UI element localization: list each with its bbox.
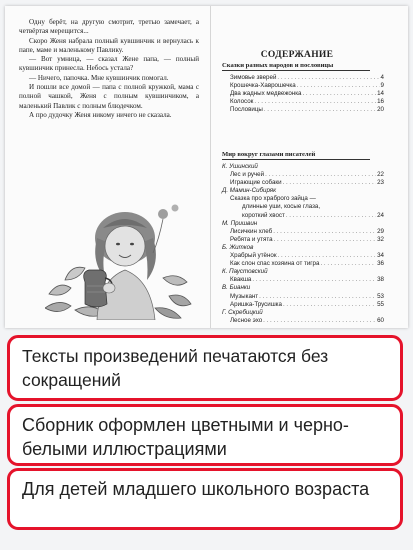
- book-spread: [5, 6, 408, 328]
- girl-with-jug-illustration: [45, 198, 195, 320]
- toc-dot-leader: [283, 301, 376, 309]
- toc-page-number: 53: [377, 292, 384, 300]
- callout-illustrations: [7, 404, 403, 466]
- toc-page-number: 29: [377, 227, 384, 235]
- toc-entry: [222, 301, 384, 309]
- toc-author: [222, 187, 384, 195]
- toc-page-number: 34: [377, 252, 384, 260]
- toc-entry: [222, 171, 384, 179]
- toc-page-number: 60: [377, 316, 384, 324]
- toc-page-number: 20: [377, 106, 384, 114]
- toc-entry-title: Г. Скребицкий: [222, 308, 263, 316]
- book-spine: [210, 6, 211, 328]
- toc-entry-title: Аришка-Трусишка: [230, 300, 282, 308]
- toc-entry: [222, 106, 384, 114]
- toc-entry-title: В. Бианки: [222, 284, 251, 292]
- toc-entry: [222, 74, 384, 82]
- toc-dot-leader: [259, 293, 376, 301]
- toc-entry-title: Ребята и утята: [230, 235, 273, 243]
- left-page-text: [19, 18, 199, 120]
- toc-entry: [222, 236, 384, 244]
- toc-entry-title: М. Пришвин: [222, 219, 258, 227]
- toc-entry: [222, 203, 384, 211]
- toc-entry-title: длинные уши, косые глаза,: [242, 203, 321, 211]
- toc-divider: [222, 159, 370, 160]
- toc-author: [222, 220, 384, 228]
- toc-entry-title: Сказка про храброго зайца —: [230, 195, 316, 203]
- toc-entry-title: Играющие собаки: [230, 179, 282, 187]
- toc-entry: [222, 212, 384, 220]
- toc-page-number: 23: [377, 179, 384, 187]
- toc-page-number: 14: [377, 90, 384, 98]
- toc-entry-title: Зимовье зверей: [230, 74, 277, 81]
- callout-text: Для детей младшего школьного возраста: [22, 479, 370, 499]
- toc-entry-title: Б. Житков: [222, 243, 254, 251]
- toc-dot-leader: [277, 74, 379, 82]
- toc-entry: [222, 195, 384, 203]
- toc-entry: [222, 276, 384, 284]
- toc-entry-title: Пословицы: [230, 106, 263, 114]
- paragraph: И пошли все домой — папа с полной кружкой, мама с полной чашкой, Женя с полным кувшинчиком, а маленький Павлик с полным блюдечком.: [19, 83, 199, 110]
- toc-page-number: 55: [377, 300, 384, 308]
- toc-entry-title: Храбрый утёнок: [230, 252, 277, 260]
- toc-entries-section1: [222, 74, 384, 114]
- toc-page-number: 16: [377, 98, 384, 106]
- toc-entry: [222, 252, 384, 260]
- toc-page-number: 38: [377, 276, 384, 284]
- toc-dot-leader: [254, 98, 376, 106]
- toc-page-number: 9: [380, 82, 384, 90]
- toc-entry-title: Как слон спас хозяина от тигра: [230, 260, 320, 268]
- toc-author: [222, 284, 384, 292]
- toc-dot-leader: [274, 236, 377, 244]
- toc-dot-leader: [302, 90, 376, 98]
- toc-section-title: Мир вокруг глазами писателей: [222, 151, 316, 158]
- paragraph: А про дудочку Женя никому ничего не сказала.: [29, 110, 172, 119]
- toc-dot-leader: [252, 276, 376, 284]
- toc-entry: [222, 293, 384, 301]
- toc-entry-title: Квакша: [230, 276, 252, 284]
- toc-entry-title: Два жадных медвежонка: [230, 90, 302, 98]
- toc-dot-leader: [264, 106, 376, 114]
- toc-dot-leader: [263, 317, 376, 325]
- paragraph: — Вот умница, — сказал Жене папа, — полный кувшинчик принесла. Небось устала?: [19, 55, 199, 73]
- callout-no-abridgement: [7, 335, 403, 401]
- callout-text: Тексты произведений печатаются без сокращений: [22, 346, 329, 390]
- toc-dot-leader: [278, 252, 377, 260]
- paragraph: Скоро Женя набрала полный кувшинчик и вернулась к папе, маме и маленькому Павлику.: [19, 36, 199, 54]
- paragraph: Одну берёт, на другую смотрит, третью замечает, а четвёртая мерещится...: [19, 18, 199, 36]
- toc-dot-leader: [297, 82, 380, 90]
- toc-entries-section2: [222, 163, 384, 325]
- toc-entry: [222, 317, 384, 325]
- toc-entry-title: Лес и ручей: [230, 171, 265, 179]
- toc-entry: [222, 260, 384, 268]
- toc-entry-title: К. Паустовский: [222, 268, 268, 276]
- toc-dot-leader: [273, 228, 376, 236]
- toc-entry-title: Лесное эхо: [230, 316, 263, 324]
- toc-dot-leader: [320, 260, 376, 268]
- toc-entry-title: Колосок: [230, 98, 254, 106]
- paragraph: — Ничего, папочка. Мне кувшинчик помогал.: [29, 73, 169, 82]
- toc-page-number: 22: [377, 171, 384, 179]
- toc-entry-title: Д. Мамин-Сибиряк: [222, 187, 277, 195]
- toc-author: [222, 244, 384, 252]
- toc-section-title: Сказки разных народов и пословицы: [222, 62, 334, 69]
- toc-entry-title: Музыкант: [230, 292, 259, 300]
- toc-dot-leader: [283, 179, 377, 187]
- toc-divider: [222, 70, 370, 71]
- toc-entry-title: Крошечка-Хаврошечка: [230, 82, 296, 90]
- callout-text: Сборник оформлен цветными и черно-белыми иллюстрациями: [22, 415, 349, 459]
- toc-page-number: 32: [377, 235, 384, 243]
- toc-entry: [222, 90, 384, 98]
- toc-author: [222, 268, 384, 276]
- toc-page-number: 36: [377, 260, 384, 268]
- toc-dot-leader: [286, 212, 376, 220]
- toc-author: [222, 163, 384, 171]
- callout-age-group: [7, 468, 403, 530]
- toc-entry: [222, 179, 384, 187]
- toc-entry-title: Лисичкин хлеб: [230, 227, 273, 235]
- toc-entry: [222, 228, 384, 236]
- toc-entry: [222, 82, 384, 90]
- toc-page-number: 24: [377, 211, 384, 219]
- toc-author: [222, 309, 384, 317]
- toc-entry: [222, 98, 384, 106]
- toc-entry-title: К. Ушинский: [222, 163, 258, 170]
- toc-entry-title: короткий хвост: [242, 211, 285, 219]
- toc-page-number: 4: [380, 74, 384, 81]
- toc-title: СОДЕРЖАНИЕ: [260, 50, 334, 60]
- toc-dot-leader: [265, 171, 376, 179]
